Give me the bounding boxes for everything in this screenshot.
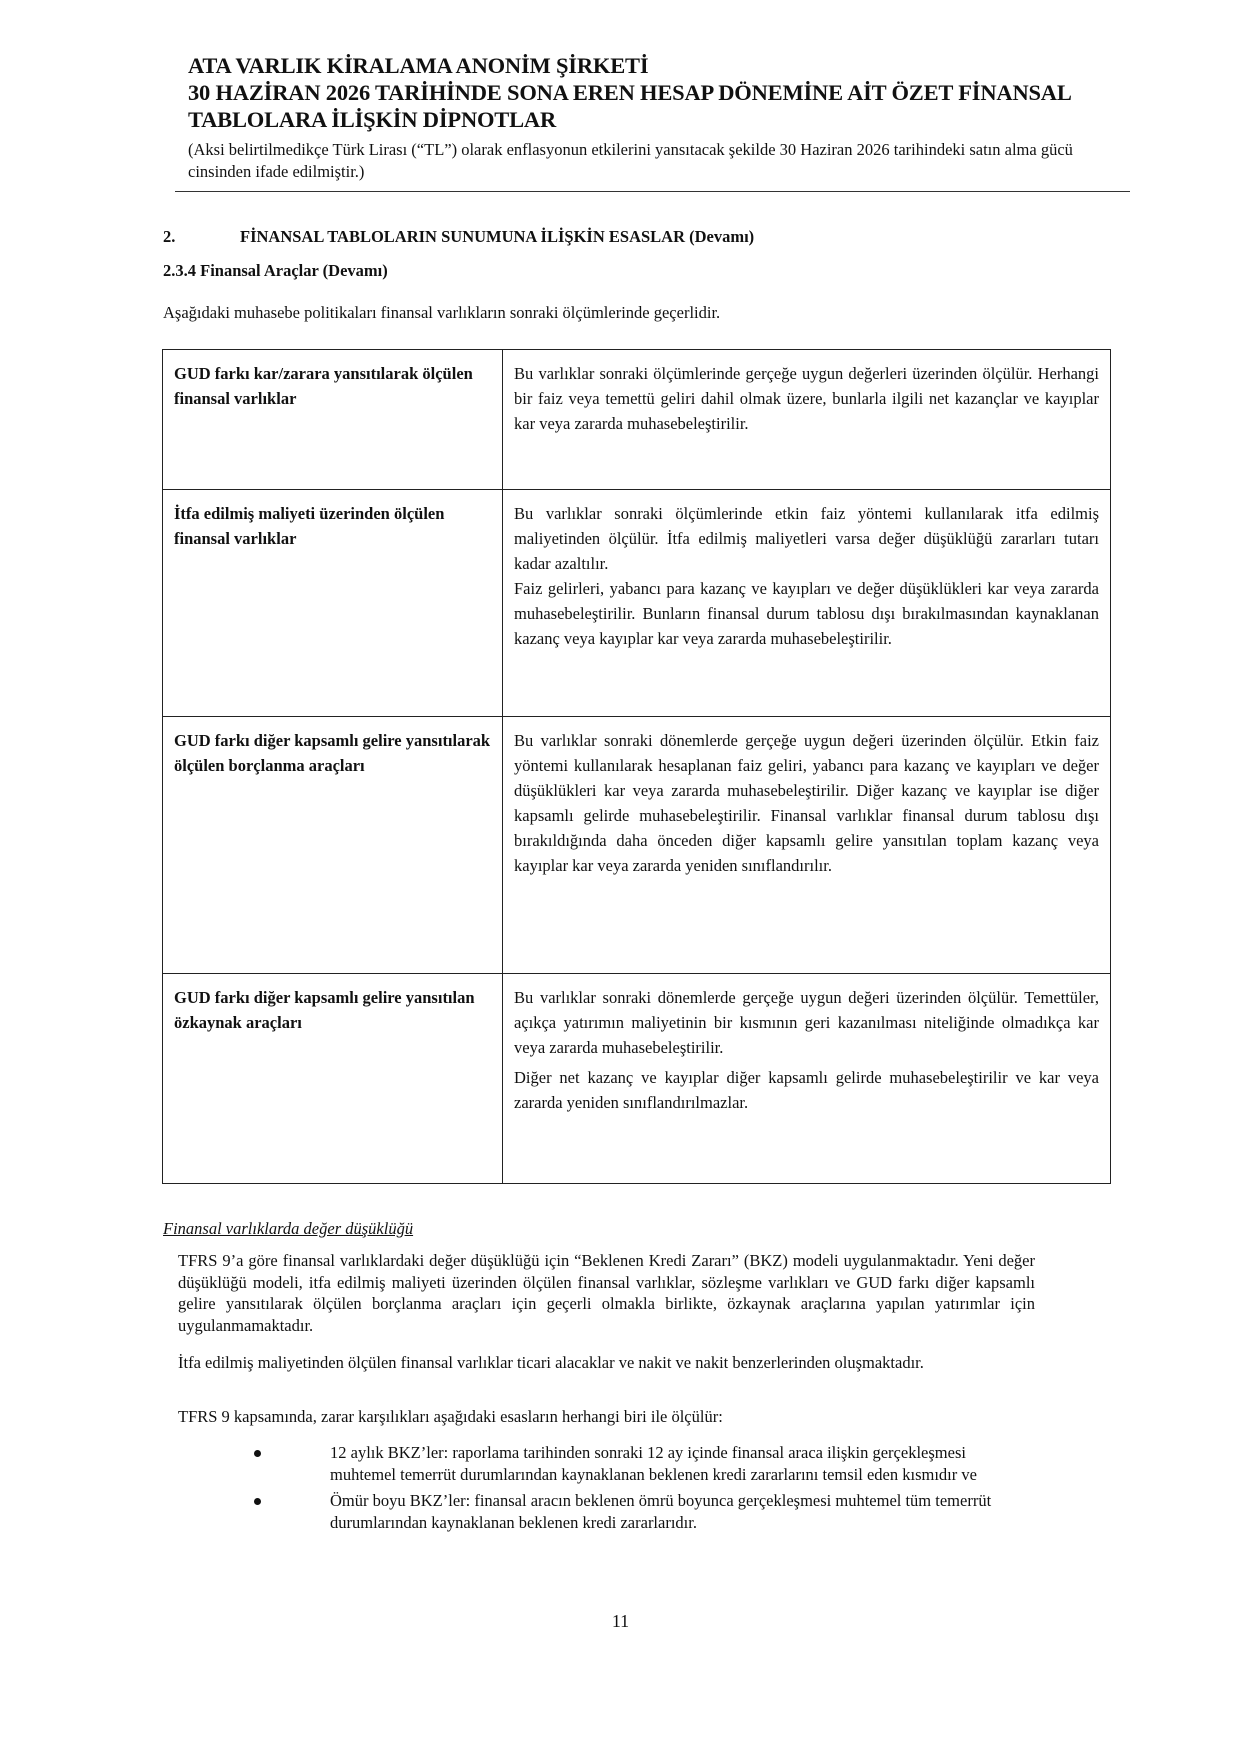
document-header	[188, 52, 1128, 183]
description-paragraph: Faiz gelirleri, yabancı para kazanç ve kayıpları ve değer düşüklükleri kar veya zararda muhasebeleştirilir. Bunların finansal durum tablosu dışı bırakılmasından kaynaklanan kazanç veya kayıplar kar veya zararda muhasebeleştirilir.	[514, 579, 1099, 648]
bullet-icon	[254, 1498, 261, 1505]
column-divider	[502, 717, 503, 973]
list-item	[250, 1442, 1020, 1485]
row-description	[514, 361, 1099, 436]
list-item-text: 12 aylık BKZ’ler: raporlama tarihinden sonraki 12 ay içinde finansal araca ilişkin gerçekleşmesi muhtemel temerrüt durumlarından kaynaklanan beklenen kredi zararlarını temsil eden kısmıdır ve	[330, 1443, 977, 1484]
impairment-paragraph-2: İtfa edilmiş maliyetinden ölçülen finansal varlıklar ticari alacaklar ve nakit ve nakit benzerlerinden oluşmaktadır.	[178, 1353, 924, 1372]
description-paragraph: Diğer net kazanç ve kayıplar diğer kapsamlı gelirde muhasebeleştirilir ve kar veya zararda yeniden sınıflandırılmazlar.	[514, 1068, 1099, 1112]
policy-table	[162, 349, 1111, 1184]
description-paragraph: Bu varlıklar sonraki dönemlerde gerçeğe uygun değeri üzerinden ölçülür. Etkin faiz yöntemi kullanılarak hesaplanan faiz geliri, yabancı para kazanç ve kayıpları ve değer düşüklükleri kar veya zararda muhasebeleştirilir. Diğer kazanç ve kayıplar ise diğer kapsamlı gelirde muhasebeleştirilir. Finansal varlıklar finansal durum tablosu dışı bırakıldığında daha önceden diğer kapsamlı gelire yansıtılan toplam kazanç veya kayıplar kar veya zararda yeniden sınıflandırılır.	[514, 731, 1099, 875]
section-number: 2.	[163, 227, 176, 246]
report-title-line-2: TABLOLARA İLİŞKİN DİPNOTLAR	[188, 107, 557, 132]
description-paragraph: Bu varlıklar sonraki ölçümlerinde gerçeğe uygun değerleri üzerinden ölçülür. Herhangi bir faiz veya temettü geliri dahil olmak üzere, bunlarla ilgili net kazançlar ve kayıplar kar veya zararda muhasebeleştirilir.	[514, 364, 1099, 433]
section-title: FİNANSAL TABLOLARIN SUNUMUNA İLİŞKİN ESASLAR (Devamı)	[240, 227, 755, 246]
company-name: ATA VARLIK KİRALAMA ANONİM ŞİRKETİ	[188, 53, 649, 78]
table-row	[163, 717, 1110, 974]
row-label: GUD farkı kar/zarara yansıtılarak ölçülen finansal varlıklar	[174, 364, 473, 408]
row-description	[514, 728, 1099, 878]
row-label: GUD farkı diğer kapsamlı gelire yansıtılarak ölçülen borçlanma araçları	[174, 731, 491, 775]
list-item-text: Ömür boyu BKZ’ler: finansal aracın beklenen ömrü boyunca gerçekleşmesi muhtemel tüm temerrüt durumlarından kaynaklanan beklenen kredi zararlarıdır.	[330, 1491, 992, 1532]
row-description	[514, 985, 1099, 1115]
table-row	[163, 350, 1110, 490]
impairment-paragraph-3: TFRS 9 kapsamında, zarar karşılıkları aşağıdaki esasların herhangi biri ile ölçülür:	[178, 1407, 723, 1426]
header-divider	[175, 191, 1130, 192]
table-row	[163, 974, 1110, 1183]
section-heading	[163, 226, 754, 248]
impairment-paragraph-1: TFRS 9’a göre finansal varlıklardaki değer düşüklüğü için “Beklenen Kredi Zararı” (BKZ) modeli uygulanmaktadır. Yeni değer düşüklüğü modeli, itfa edilmiş maliyeti üzerinden ölçülen finansal varlıklar, sözleşme varlıkları ve GUD farkı diğer kapsamlı gelire yansıtılarak ölçülen borçlanma araçları için geçerli olmakla birlikte, özkaynak araçlarına yapılan yatırımlar için uygulanmamaktadır.	[178, 1251, 1035, 1335]
row-label: GUD farkı diğer kapsamlı gelire yansıtılan özkaynak araçları	[174, 988, 475, 1032]
column-divider	[502, 490, 503, 716]
row-label: İtfa edilmiş maliyeti üzerinden ölçülen finansal varlıklar	[174, 504, 445, 548]
subsection-heading: 2.3.4 Finansal Araçlar (Devamı)	[163, 261, 388, 280]
impairment-heading: Finansal varlıklarda değer düşüklüğü	[163, 1219, 414, 1238]
intro-paragraph: Aşağıdaki muhasebe politikaları finansal varlıkların sonraki ölçümlerinde geçerlidir.	[163, 303, 721, 322]
list-item	[250, 1490, 1020, 1533]
row-description	[514, 501, 1099, 651]
table-row	[163, 490, 1110, 717]
column-divider	[502, 974, 503, 1183]
description-paragraph: Bu varlıklar sonraki dönemlerde gerçeğe uygun değeri üzerinden ölçülür. Temettüler, açıkça yatırımın maliyetinin bir kısmının geri kazanılması niteliğinde olmadıkça kar veya zararda muhasebeleştirilir.	[514, 988, 1099, 1057]
bullet-list	[250, 1442, 1020, 1538]
description-paragraph: Bu varlıklar sonraki ölçümlerinde etkin faiz yöntemi kullanılarak itfa edilmiş maliyetinden ölçülür. İtfa edilmiş maliyetleri varsa değer düşüklüğü zararları tutarı kadar azaltılır.	[514, 504, 1099, 573]
report-title-line-1: 30 HAZİRAN 2026 TARİHİNDE SONA EREN HESAP DÖNEMİNE AİT ÖZET FİNANSAL	[188, 80, 1072, 105]
bullet-icon	[254, 1450, 261, 1457]
column-divider	[502, 350, 503, 489]
page-number: 11	[611, 1611, 630, 1631]
currency-note: (Aksi belirtilmedikçe Türk Lirası (“TL”) olarak enflasyonun etkilerini yansıtacak şekilde 30 Haziran 2026 tarihindeki satın alma gücü cinsinden ifade edilmiştir.)	[188, 140, 1073, 181]
